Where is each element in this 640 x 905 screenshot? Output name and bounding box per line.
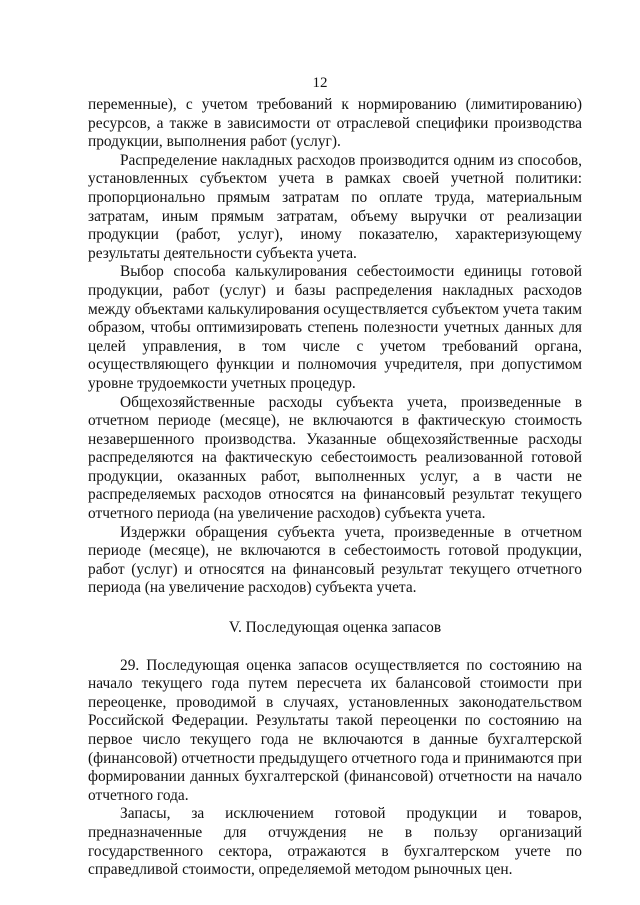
paragraph-costing-method: Выбор способа калькулирования себестоимости единицы готовой продукции, работ (услуг) и базы распределения накладных расходов между объектами калькулирования осуществляется субъектом учета таким образом, чтобы оптимизировать степень полезности учетных данных для целей управления, в том числе с учетом требований органа, осуществляющего функции и полномочия учредителя, при допустимом уровне трудоемкости учетных процедур. [88,263,582,392]
section-heading: V. Последующая оценка запасов [228,619,442,637]
paragraph-continuation: переменные), с учетом требований к нормированию (лимитированию) ресурсов, а также в зависимости от отраслевой специфики производства продукции, выполнения работ (услуг). [88,96,582,151]
paragraph-distribution-costs: Издержки обращения субъекта учета, произведенные в отчетном периоде (месяце), не включаются в себестоимость готовой продукции, работ (услуг) и относятся на финансовый результат текущего отчетного периода (на увеличение расходов) субъекта учета. [88,523,582,597]
scan-artifact [344,833,347,840]
page-number: 12 [312,75,328,91]
paragraph-overhead-distribution: Распределение накладных расходов производится одним из способов, установленных субъектом учета в рамках своей учетной политики: пропорционально прямым затратам по оплате труда, материальным затратам, иным прямым затратам, объему выручки от реализации продукции (работ, услуг), иному показателю, характеризующему результаты деятельности субъекта учета. [88,151,582,262]
paragraph-inventory-fair-value: Запасы, за исключением готовой продукции и товаров, предназначенные для отчуждения не в пользу организаций государственного сектора, отражаются в бухгалтерском учете по справедливой стоимости, определяемой методом рыночных цен. [88,805,582,879]
document-body [88,96,582,880]
paragraph-general-expenses: Общехозяйственные расходы субъекта учета, произведенные в отчетном периоде (месяце), не включаются в фактическую стоимость незавершенного производства. Указанные общехозяйственные расходы распределяются на фактическую себестоимость реализованной готовой продукции, оказанных работ, выполненных услуг, а в части не распределяемых расходов относятся на финансовый результат текущего отчетного периода (на увеличение расходов) субъекта учета. [88,393,582,523]
paragraph-item-29: 29. Последующая оценка запасов осуществляется по состоянию на начало текущего года путем пересчета их балансовой стоимости при переоценке, проводимой в случаях, установленных законодательством Российской Федерации. Результаты такой переоценки по состоянию на первое число текущего года не включаются в данные бухгалтерской (финансовой) отчетности предыдущего отчетного года и принимаются при формировании данных бухгалтерской (финансовой) отчетности на начало отчетного года. [88,656,582,804]
